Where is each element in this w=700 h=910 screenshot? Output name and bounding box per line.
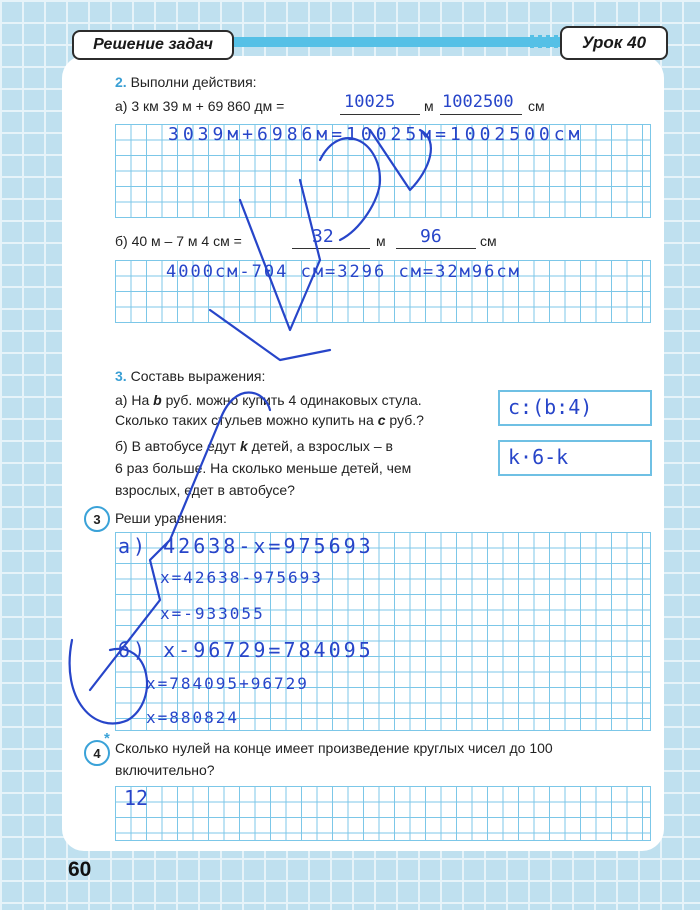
variable-k: k [239,438,248,454]
task-eq-number: 3 [84,506,110,532]
scribble-stroke [320,138,380,240]
text: б) В автобусе едут [115,438,240,454]
text: а) На [115,392,154,408]
task2a-unit-m: м [424,98,434,114]
task4-answer: 12 [124,786,149,810]
scribble-stroke [70,640,147,723]
eq-line-2: x=42638-975693 [160,568,323,587]
text: руб.? [385,412,424,428]
task2a-answer-m: 10025 [344,92,396,112]
task2a-answer-cm: 1002500 [442,92,514,112]
task3-title: Составь выражения: [130,368,266,384]
scribble-stroke [210,310,330,360]
task2b-work: 4000см-704 см=3296 см=32м96см [166,262,521,282]
section-title: Решение задач [72,30,234,60]
task4-star: * [104,730,110,747]
task2-number: 2. [115,74,127,90]
task3-number: 3. [115,368,127,384]
task2b-unit-m: м [376,233,386,249]
task4-line2: включительно? [115,762,215,778]
eq-line-1: а) 42638-x=975693 [118,534,374,558]
task2b-unit-cm: см [480,233,497,249]
task2-title: Выполни действия: [130,74,257,90]
variable-c: c [377,412,386,428]
task2a-work: 3039м+6986м=10025м=1002500см [168,124,584,145]
task-eq-title: Реши уравнения: [115,510,227,526]
eq-line-5: x=784095+96729 [146,674,309,693]
task3b-line3: взрослых, едет в автобусе? [115,482,295,498]
text: Сколько таких стульев можно купить на [115,412,378,428]
scribble-stroke [90,393,270,691]
text: руб. можно купить 4 одинаковых стула. [161,392,422,408]
task3b-answer: k·6-k [508,445,569,469]
task2b-answer-cm: 96 [420,226,442,247]
task2b-label: б) [115,233,128,249]
task3b-line2: 6 раз больше. На сколько меньше детей, чем [115,460,412,476]
eq-line-6: x=880824 [146,708,240,727]
text: детей, а взрослых – в [247,438,393,454]
task3a-answer: c:(b:4) [508,395,593,419]
task2a-label: а) [115,98,128,114]
variable-b: b [153,392,162,408]
eq-line-3: x=-933055 [160,604,265,623]
eq-line-4: б) x-96729=784095 [118,638,374,662]
task4-number: 4 [84,740,110,766]
task2a-expression: 3 км 39 м + 69 860 дм = [131,98,285,114]
task2a-unit-cm: см [528,98,545,114]
lesson-title: Урок 40 [560,26,668,60]
task4-line1: Сколько нулей на конце имеет произведение круглых чисел до 100 [115,740,553,756]
task2b-answer-m: 32 [312,226,334,247]
task2b-expression: 40 м – 7 м 4 см = [131,233,242,249]
scribble-stroke [240,180,320,330]
page-number: 60 [68,858,92,881]
